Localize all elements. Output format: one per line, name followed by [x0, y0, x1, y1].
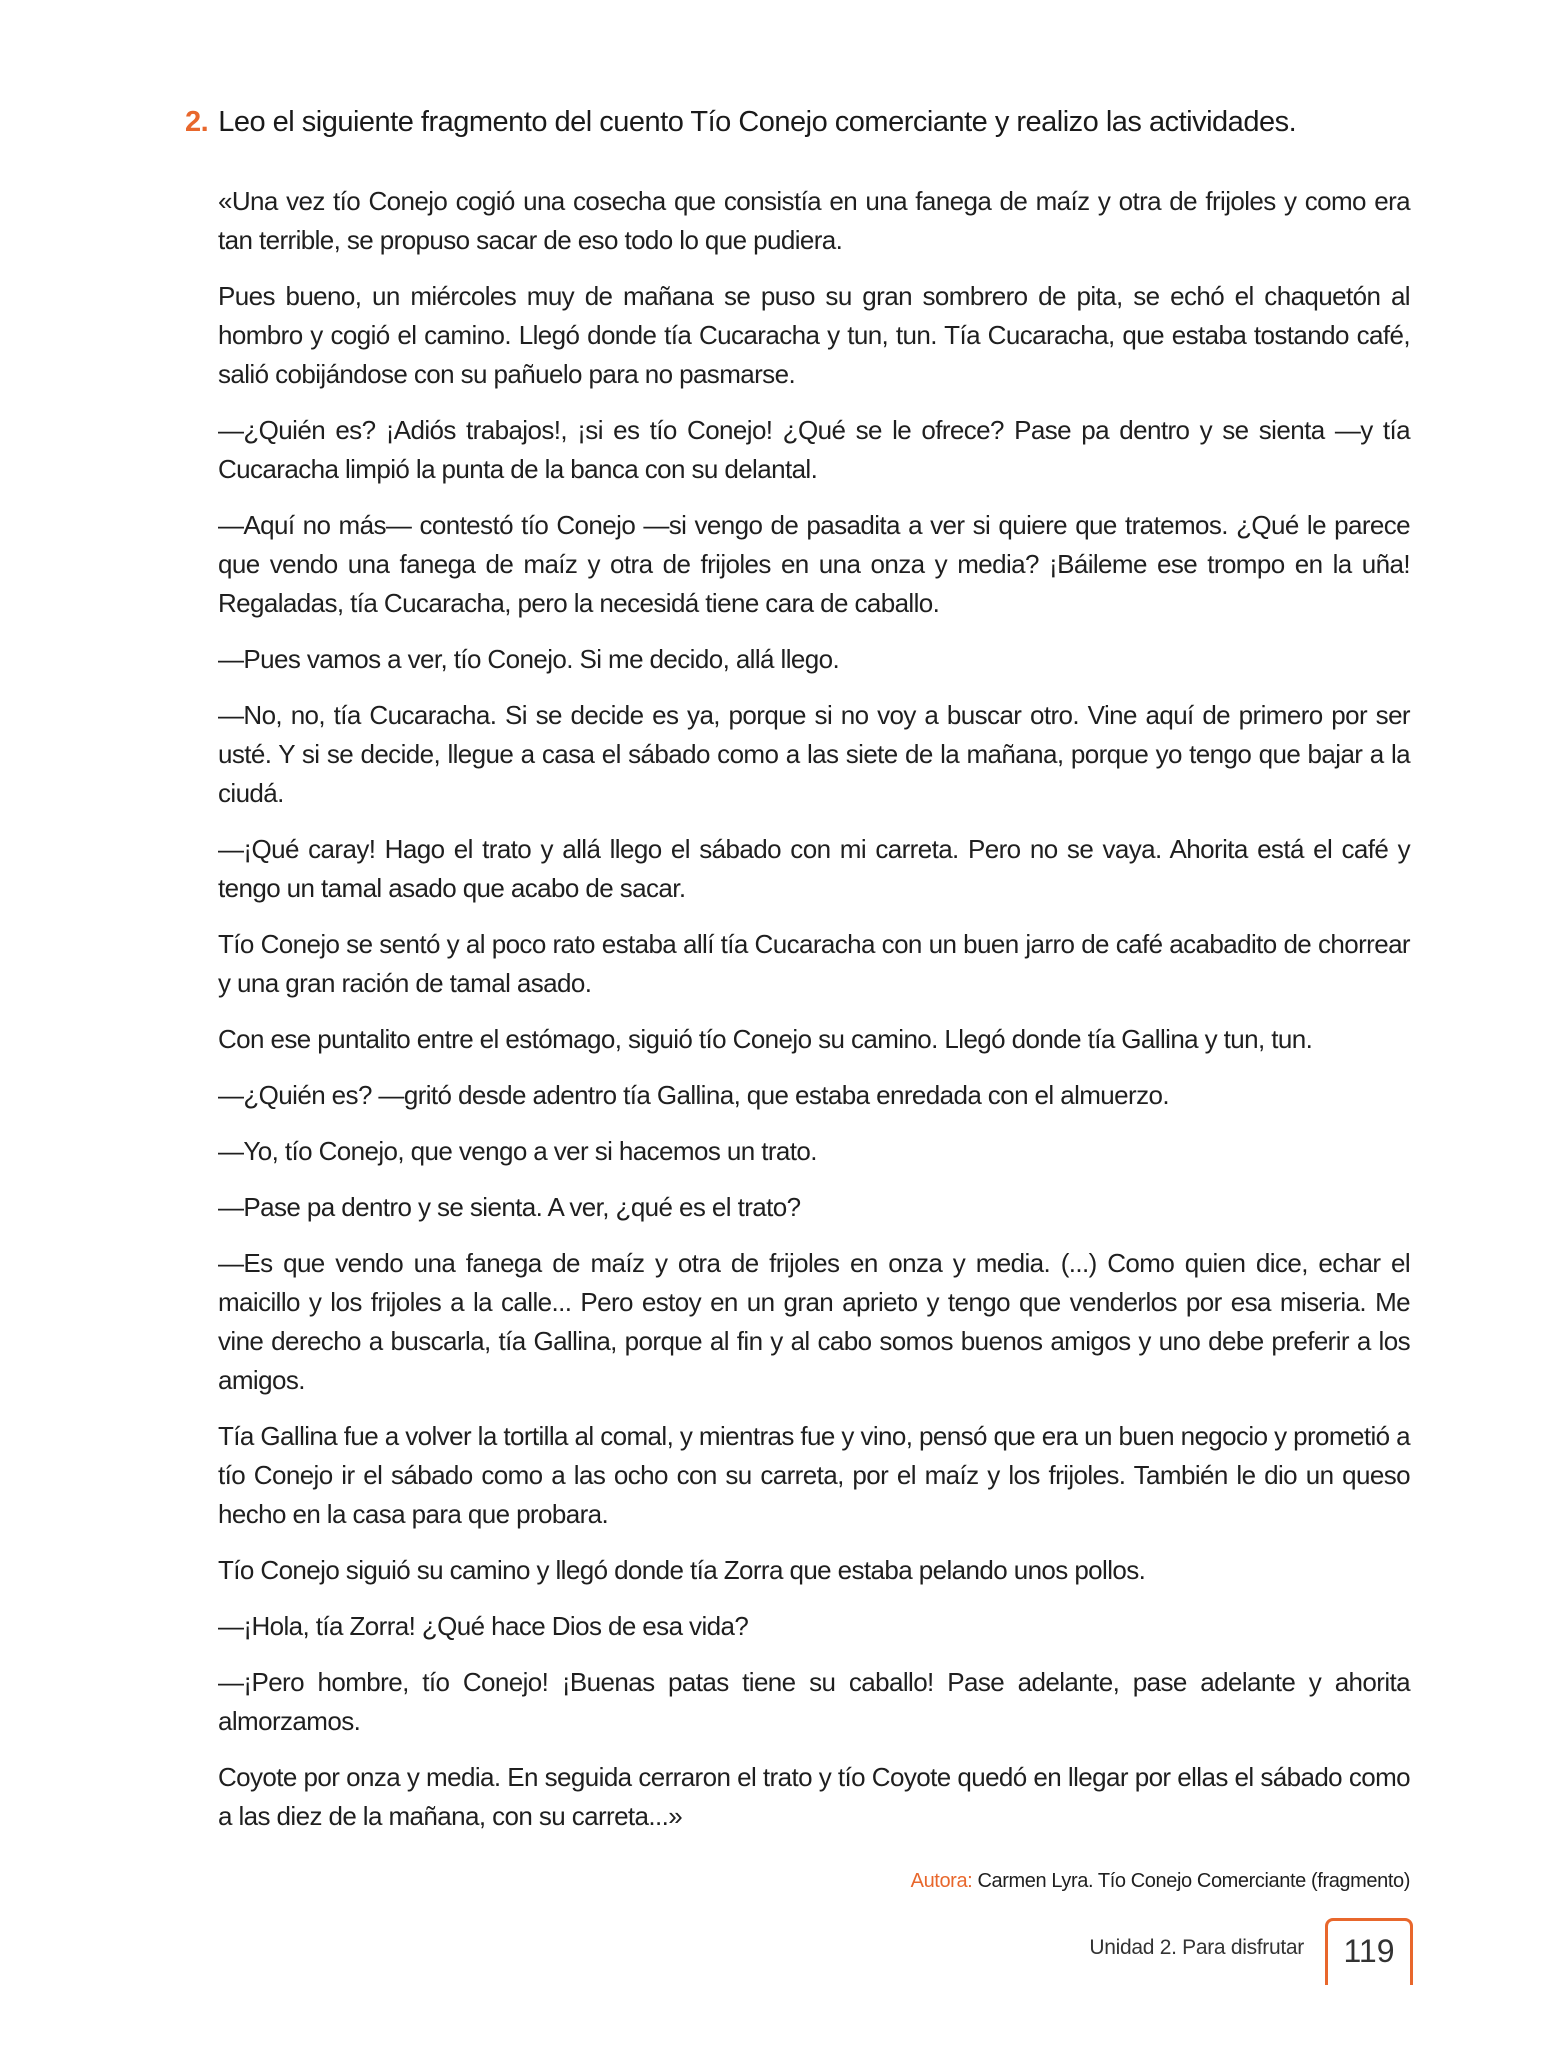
paragraph: —¡Qué caray! Hago el trato y allá llego el sábado con mi carreta. Pero no se vaya. Ahorita está el café y tengo un tamal asado que acabo de sacar.: [218, 834, 1410, 903]
page-number: 119: [1325, 1918, 1413, 1985]
paragraph: —Yo, tío Conejo, que vengo a ver si hacemos un trato.: [218, 1136, 817, 1166]
paragraph: —Es que vendo una fanega de maíz y otra de frijoles en onza y media. (...) Como quien dice, echar el maicillo y los frijoles a la calle... Pero estoy en un gran aprieto y tengo que venderlos por esa miseria. Me vine derecho a buscarla, tía Gallina, porque al fin y al cabo somos buenos amigos y uno debe preferir a los amigos.: [218, 1248, 1410, 1395]
attribution: [911, 1870, 1410, 1893]
paragraph: —Pase pa dentro y se sienta. A ver, ¿qué es el trato?: [218, 1192, 801, 1222]
paragraph: Tío Conejo siguió su camino y llegó donde tía Zorra que estaba pelando unos pollos.: [218, 1555, 1146, 1585]
paragraph: «Una vez tío Conejo cogió una cosecha que consistía en una fanega de maíz y otra de frijoles y como era tan terrible, se propuso sacar de eso todo lo que pudiera.: [218, 186, 1410, 255]
attribution-label: Autora:: [910, 1870, 973, 1892]
paragraph: Coyote por onza y media. En seguida cerraron el trato y tío Coyote quedó en llegar por ellas el sábado como a las diez de la mañana, con su carreta...»: [218, 1762, 1410, 1831]
paragraph: —¿Quién es? —gritó desde adentro tía Gallina, que estaba enredada con el almuerzo.: [218, 1080, 1169, 1110]
paragraph: —Pues vamos a ver, tío Conejo. Si me decido, allá llego.: [218, 644, 840, 674]
paragraph: —¿Quién es? ¡Adiós trabajos!, ¡si es tío Conejo! ¿Qué se le ofrece? Pase pa dentro y se sienta —y tía Cucaracha limpió la punta de la banca con su delantal.: [218, 415, 1410, 484]
activity-number: 2.: [185, 106, 209, 138]
paragraph: —Aquí no más— contestó tío Conejo —si vengo de pasadita a ver si quiere que tratemos. ¿Qué le parece que vendo una fanega de maíz y otra de frijoles en una onza y media? ¡Báileme ese trompo en la uña! Regaladas, tía Cucaracha, pero la necesidá tiene cara de caballo.: [218, 510, 1410, 618]
activity-instruction: Leo el siguiente fragmento del cuento Tío Conejo comerciante y realizo las actividades.: [218, 106, 1297, 138]
paragraph: —No, no, tía Cucaracha. Si se decide es ya, porque si no voy a buscar otro. Vine aquí de primero por ser usté. Y si se decide, llegue a casa el sábado como a las siete de la mañana, porque yo tengo que bajar a la ciudá.: [218, 700, 1410, 808]
paragraph: —¡Hola, tía Zorra! ¿Qué hace Dios de esa vida?: [218, 1611, 749, 1641]
unit-label: Unidad 2. Para disfrutar: [1089, 1936, 1304, 1959]
paragraph: Tía Gallina fue a volver la tortilla al comal, y mientras fue y vino, pensó que era un buen negocio y prometió a tío Conejo ir el sábado como a las ocho con su carreta, por el maíz y los frijoles. También le dio un queso hecho en la casa para que probara.: [218, 1421, 1410, 1529]
paragraph: Pues bueno, un miércoles muy de mañana se puso su gran sombrero de pita, se echó el chaquetón al hombro y cogió el camino. Llegó donde tía Cucaracha y tun, tun. Tía Cucaracha, que estaba tostando café, salió cobijándose con su pañuelo para no pasmarse.: [218, 281, 1410, 389]
paragraph: —¡Pero hombre, tío Conejo! ¡Buenas patas tiene su caballo! Pase adelante, pase adelante y ahorita almorzamos.: [218, 1667, 1410, 1736]
paragraph: Con ese puntalito entre el estómago, siguió tío Conejo su camino. Llegó donde tía Gallina y tun, tun.: [218, 1024, 1313, 1054]
story-fragment: [218, 182, 1410, 1853]
activity-heading: [185, 106, 1296, 139]
paragraph: Tío Conejo se sentó y al poco rato estaba allí tía Cucaracha con un buen jarro de café acabadito de chorrear y una gran ración de tamal asado.: [218, 929, 1410, 998]
attribution-text: Carmen Lyra. Tío Conejo Comerciante (fragmento): [977, 1870, 1410, 1892]
